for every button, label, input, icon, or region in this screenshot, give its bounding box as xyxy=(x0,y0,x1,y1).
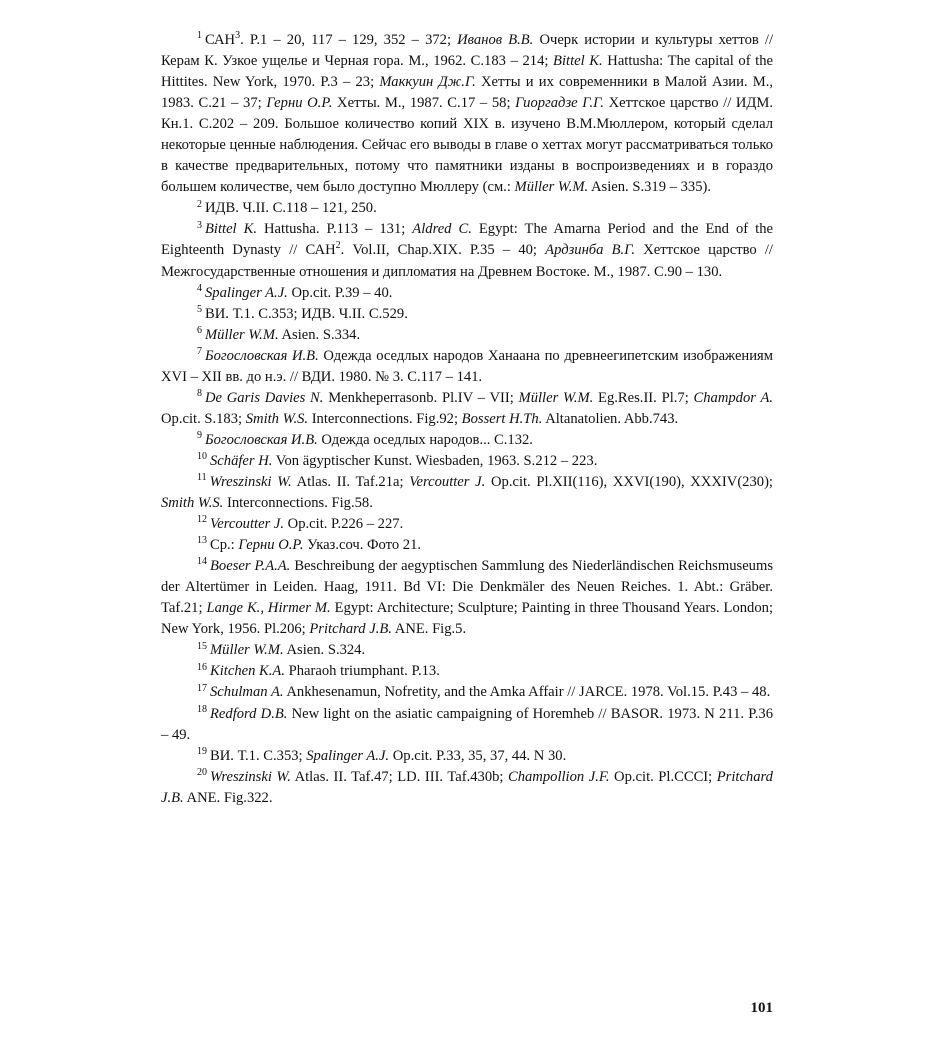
footnote-number: 5 xyxy=(197,303,202,315)
footnote xyxy=(161,661,773,682)
footnote xyxy=(161,746,773,767)
text-run: Egypt: Architecture; Sculpture; Painting in three Thousand Years. London; New York, 1956. Pl.206; xyxy=(161,600,773,638)
text-run: Hattusha: The capital of the Hittites. New York, 1970. P.3 – 23; xyxy=(161,53,773,91)
superscript: 3 xyxy=(235,30,241,42)
footnote-text xyxy=(205,285,392,301)
text-run: Op.cit. Pl.XII(116), XXVI(190), XXXIV(230); xyxy=(485,473,773,490)
footnote-text xyxy=(161,32,773,195)
footnote-text xyxy=(210,516,403,532)
text-run: . P.1 – 20, 117 – 129, 352 – 372; xyxy=(240,32,458,48)
footnote-text xyxy=(161,345,773,385)
text-run: New light on the asiatic campaigning of Horemheb // BASOR. 1973. N 211. P.36 – 49. xyxy=(161,705,773,743)
footnote-number: 17 xyxy=(197,682,207,694)
text-run: ANE. Fig.322. xyxy=(183,789,273,806)
author-name: Богословская И.В. xyxy=(205,347,319,364)
author-name: Champollion J.F. xyxy=(507,768,610,785)
footnote-number: 7 xyxy=(197,345,202,357)
author-name: Wreszinski W. xyxy=(209,473,292,490)
author-name: Pritchard J.B. xyxy=(309,621,392,638)
text-run: ВИ. Т.1. С.353; xyxy=(210,747,307,764)
footnote-text xyxy=(161,221,773,279)
text-run: Asien. S.334. xyxy=(278,326,361,343)
footnote-number: 9 xyxy=(197,430,202,442)
text-run: . Vol.II, Chap.XIX. P.35 – 40; xyxy=(340,242,546,259)
author-name: Spalinger A.J. xyxy=(205,284,288,301)
footnote xyxy=(161,640,773,661)
footnote xyxy=(161,388,773,430)
page-number: 101 xyxy=(750,1000,773,1016)
text-run: Atlas. II. Taf.21a; xyxy=(291,473,410,490)
author-name: Smith W.S. xyxy=(161,495,224,512)
text-run: Указ.соч. Фото 21. xyxy=(303,537,422,554)
footnote xyxy=(161,556,773,640)
author-name: Богословская И.В. xyxy=(205,431,318,448)
footnote-text xyxy=(161,703,773,743)
text-run: Op.cit. P.39 – 40. xyxy=(287,284,393,301)
footnote-text xyxy=(210,453,597,469)
footnote xyxy=(161,682,773,703)
author-name: Müller W.M. xyxy=(514,179,589,196)
text-run: Хетты. М., 1987. С.17 – 58; xyxy=(332,95,516,112)
footnote-text xyxy=(205,327,360,343)
author-name: Wreszinski W. xyxy=(210,768,291,785)
footnote xyxy=(161,704,773,746)
author-name: Champdor A. xyxy=(693,389,774,406)
author-name: Kitchen K.A. xyxy=(210,663,285,680)
text-run: Op.cit. Pl.CCCI; xyxy=(609,768,717,785)
text-run: Op.cit. P.33, 35, 37, 44. N 30. xyxy=(389,747,567,764)
text-run: Von ägyptischer Kunst. Wiesbaden, 1963. S.212 – 223. xyxy=(272,452,598,469)
footnote-number: 20 xyxy=(197,766,207,778)
author-name: Smith W.S. xyxy=(245,410,309,427)
footnote-text xyxy=(210,642,365,658)
footnote-text xyxy=(210,537,421,553)
text-run: Menkheperrasonb. Pl.IV – VII; xyxy=(323,389,519,406)
footnote xyxy=(161,472,773,514)
author-name: Spalinger A.J. xyxy=(306,747,390,764)
author-name: Bittel K. xyxy=(553,53,603,70)
text-run: Pharaoh triumphant. P.13. xyxy=(285,663,440,680)
text-run: Одежда оседлых народов Ханаана по древнеегипетским изображениям XVI – XII вв. до н.э. // ВДИ. 1980. № 3. С.117 – 141. xyxy=(161,347,773,385)
footnote-text xyxy=(161,387,774,427)
footnotes-block xyxy=(161,30,773,809)
text-run: Altanatolien. Abb.743. xyxy=(542,410,679,427)
author-name: Lange K., Hirmer M. xyxy=(206,600,331,617)
footnote-number: 12 xyxy=(197,514,207,526)
text-run: Interconnections. Fig.92; xyxy=(308,410,462,427)
footnote-text xyxy=(205,432,533,448)
footnote xyxy=(161,514,773,535)
footnote xyxy=(161,219,773,282)
text-run: Egypt: The Amarna Period and the End of the Eighteenth Dynasty // САН xyxy=(161,221,773,259)
author-name: Müller W.M. xyxy=(210,642,284,659)
footnote-text xyxy=(210,748,566,764)
footnote xyxy=(161,451,773,472)
footnote-number: 2 xyxy=(197,198,202,210)
author-name: Pritchard J.B. xyxy=(161,768,773,806)
text-run: Хеттское царство // ИДМ. Кн.1. С.202 – 209. Большое количество копий XIX в. изучено В.М.Мюллером, который сделал некоторые ценные наблюдения. Сейчас его выводы в главе о хеттах могут рассматриваться только в качестве предварительных, потому что памятники изданы в воспроизведениях и в гораздо большем количестве, чем было доступно Мюллеру (см.: xyxy=(161,95,774,196)
text-run: Хеттское царство // Межгосударственные отношения и дипломатия на Древнем Востоке. М., 1987. С.90 – 130. xyxy=(161,242,773,280)
text-run: Hattusha. P.113 – 131; xyxy=(257,221,413,238)
footnote-number: 13 xyxy=(197,535,207,547)
text-run: Очерк истории и культуры хеттов // Керам К. Узкое ущелье и Черная гора. М., 1962. С.183 – 214; xyxy=(161,32,774,70)
superscript: 2 xyxy=(335,240,341,252)
text-run: Asien. S.319 – 335). xyxy=(588,179,712,196)
author-name: De Garis Davies N. xyxy=(205,389,324,406)
author-name: Маккуин Дж.Г. xyxy=(379,74,476,91)
footnote xyxy=(161,767,773,809)
footnote-number: 1 xyxy=(197,30,202,42)
text-run: Op.cit. P.226 – 227. xyxy=(284,516,404,533)
text-run: Хетты и их современники в Малой Азии. М., 1983. С.21 – 37; xyxy=(161,74,773,112)
footnote-text xyxy=(205,306,408,322)
footnote-number: 3 xyxy=(197,219,202,231)
footnote-text xyxy=(210,684,770,700)
author-name: Aldred C. xyxy=(412,221,472,238)
author-name: Bittel K. xyxy=(205,221,257,238)
author-name: Гиоргадзе Г.Г. xyxy=(515,95,604,112)
footnote-number: 14 xyxy=(197,556,207,568)
author-name: Schulman A. xyxy=(210,684,284,701)
text-run: Atlas. II. Taf.47; LD. III. Taf.430b; xyxy=(290,768,508,785)
author-name: Müller W.M. xyxy=(205,326,279,343)
footnote-text xyxy=(161,474,773,511)
author-name: Schäfer H. xyxy=(210,452,273,469)
text-run: Asien. S.324. xyxy=(283,642,366,659)
footnote-text xyxy=(205,200,377,216)
footnote-number: 4 xyxy=(197,282,202,294)
author-name: Müller W.M. xyxy=(518,389,594,406)
text-run: Одежда оседлых народов... С.132. xyxy=(317,431,533,448)
author-name: Герни О.Р. xyxy=(238,537,304,554)
footnote xyxy=(161,346,773,388)
text-run: Ankhesenamun, Nofretity, and the Amka Affair // JARCE. 1978. Vol.15. P.43 – 48. xyxy=(283,684,771,701)
author-name: Иванов В.В. xyxy=(457,32,534,48)
footnote xyxy=(161,283,773,304)
text-run: ВИ. Т.1. С.353; ИДВ. Ч.II. С.529. xyxy=(205,305,408,322)
footnote xyxy=(161,535,773,556)
text-run: ИДВ. Ч.II. С.118 – 121, 250. xyxy=(205,200,377,217)
footnote xyxy=(161,430,773,451)
text-run: Interconnections. Fig.58. xyxy=(223,495,373,512)
footnote-text xyxy=(210,663,440,679)
author-name: Герни О.Р. xyxy=(266,95,333,112)
author-name: Vercoutter J. xyxy=(409,473,486,490)
author-name: Redford D.B. xyxy=(210,705,288,722)
author-name: Ардзинба В.Г. xyxy=(545,242,636,259)
text-run: Beschreibung der aegyptischen Sammlung des Niederländischen Reichsmuseums der Altertümer in Leiden. Haag, 1911. Bd VI: Die Denkmäler des Neuen Reiches. 1. Abt.: Gräber. Taf.21; xyxy=(161,558,773,617)
text-run: Ср.: xyxy=(210,537,239,554)
footnote-number: 6 xyxy=(197,324,202,336)
footnote-number: 11 xyxy=(197,472,207,484)
footnote xyxy=(161,198,773,219)
author-name: Vercoutter J. xyxy=(210,516,285,533)
author-name: Bossert H.Th. xyxy=(461,410,543,427)
text-run: САН xyxy=(205,32,236,48)
footnote-number: 18 xyxy=(197,703,207,715)
footnote-number: 16 xyxy=(197,661,207,673)
footnote-number: 10 xyxy=(197,451,207,463)
footnote-number: 8 xyxy=(197,387,202,399)
footnote xyxy=(161,304,773,325)
footnote-number: 19 xyxy=(197,745,207,757)
footnote-text xyxy=(161,766,773,806)
footnote-text xyxy=(161,558,773,637)
author-name: Boeser P.A.A. xyxy=(210,558,291,575)
text-run: Eg.Res.II. Pl.7; xyxy=(593,389,694,406)
footnote xyxy=(161,30,773,198)
text-run: Op.cit. S.183; xyxy=(161,410,246,427)
footnote-number: 15 xyxy=(197,640,207,652)
footnote xyxy=(161,325,773,346)
text-run: ANE. Fig.5. xyxy=(391,621,467,638)
